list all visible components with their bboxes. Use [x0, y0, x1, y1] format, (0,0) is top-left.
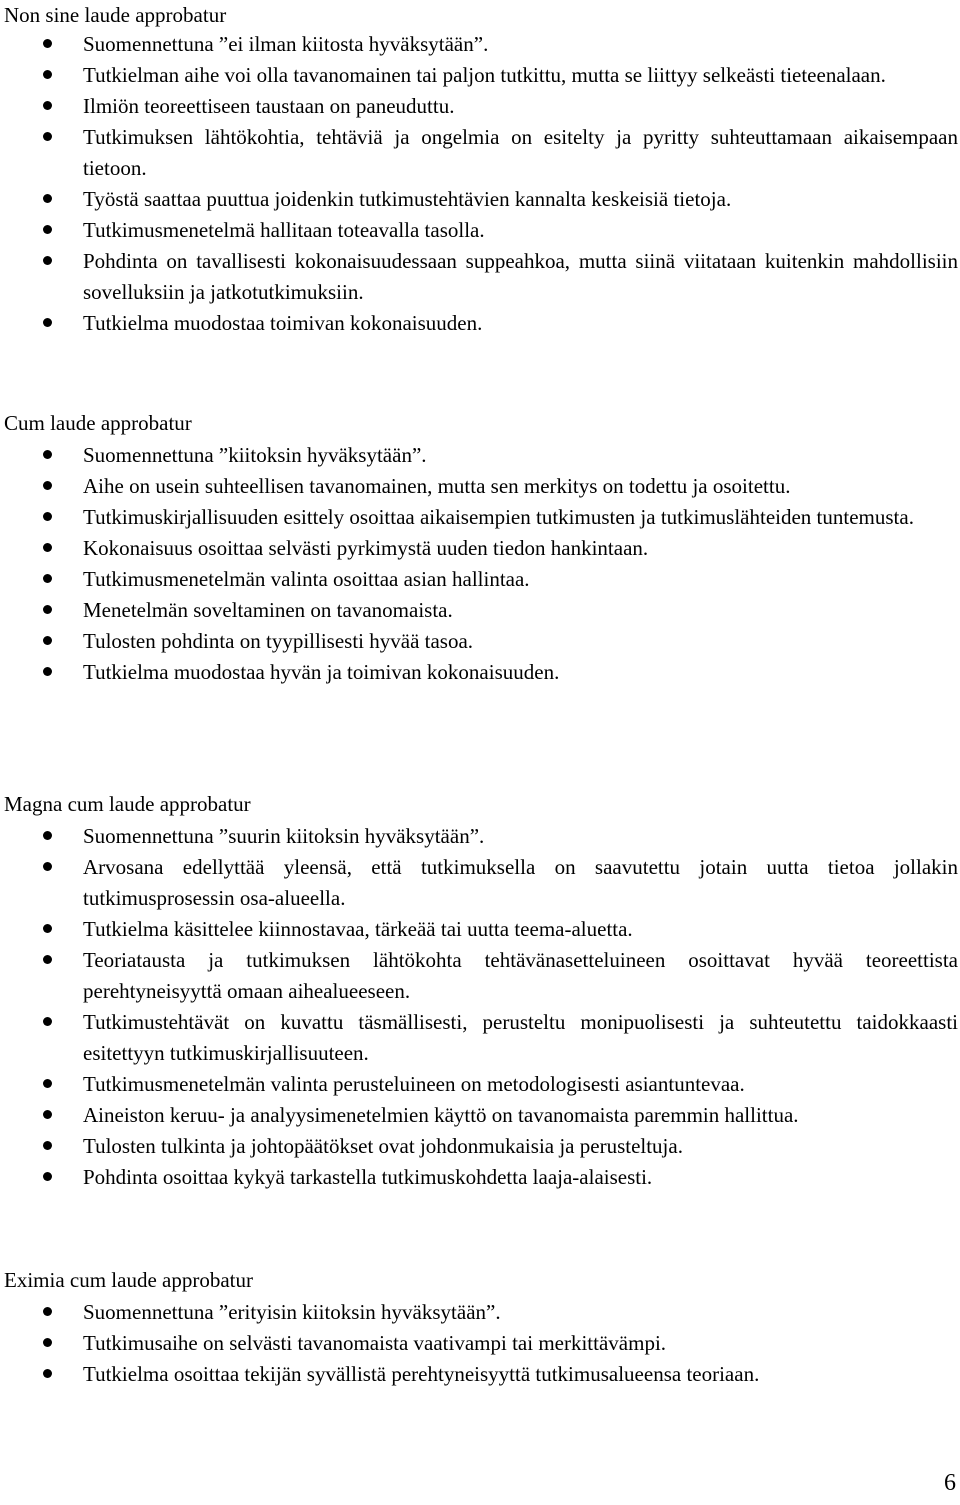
bullet-icon — [43, 1338, 52, 1347]
bullet-list — [0, 821, 960, 1193]
list-item: Kokonaisuus osoittaa selvästi pyrkimystä uuden tiedon hankintaan. — [0, 533, 960, 564]
section-heading: Non sine laude approbatur — [4, 3, 227, 27]
list-item: Tulosten pohdinta on tyypillisesti hyvää tasoa. — [0, 626, 960, 657]
list-item: Tutkimusmenetelmän valinta perusteluineen on metodologisesti asiantuntevaa. — [0, 1069, 960, 1100]
bullet-icon — [43, 1172, 52, 1181]
list-item: Teoriatausta ja tutkimuksen lähtökohta tehtävänasetteluineen osoittavat hyvää teoreettista perehtyneisyyttä omaan aihealueeseen. — [0, 945, 960, 1007]
list-item: Tutkimusaihe on selvästi tavanomaista vaativampi tai merkittävämpi. — [0, 1328, 960, 1359]
bullet-list — [0, 1297, 960, 1390]
list-item: Tutkielman aihe voi olla tavanomainen tai paljon tutkittu, mutta se liittyy selkeästi tieteenalaan. — [0, 60, 960, 91]
list-item: Tutkielma muodostaa hyvän ja toimivan kokonaisuuden. — [0, 657, 960, 688]
list-item: Pohdinta osoittaa kykyä tarkastella tutkimuskohdetta laaja-alaisesti. — [0, 1162, 960, 1193]
list-item: Suomennettuna ”erityisin kiitoksin hyväksytään”. — [0, 1297, 960, 1328]
bullet-icon — [43, 955, 52, 964]
bullet-icon — [43, 318, 52, 327]
bullet-icon — [43, 450, 52, 459]
list-item: Suomennettuna ”ei ilman kiitosta hyväksytään”. — [0, 29, 960, 60]
bullet-list — [0, 29, 960, 339]
bullet-icon — [43, 1369, 52, 1378]
list-item: Tutkimusmenetelmä hallitaan toteavalla tasolla. — [0, 215, 960, 246]
bullet-icon — [43, 667, 52, 676]
list-item: Tutkielma käsittelee kiinnostavaa, tärkeää tai uutta teema-aluetta. — [0, 914, 960, 945]
bullet-icon — [43, 1017, 52, 1026]
list-item: Työstä saattaa puuttua joidenkin tutkimustehtävien kannalta keskeisiä tietoja. — [0, 184, 960, 215]
list-item: Aihe on usein suhteellisen tavanomainen, mutta sen merkitys on todettu ja osoitettu. — [0, 471, 960, 502]
list-item: Suomennettuna ”kiitoksin hyväksytään”. — [0, 440, 960, 471]
list-item: Tutkimustehtävät on kuvattu täsmällisesti, perusteltu monipuolisesti ja suhteutettu taidokkaasti esitettyyn tutkimuskirjallisuuteen. — [0, 1007, 960, 1069]
list-item: Ilmiön teoreettiseen taustaan on paneuduttu. — [0, 91, 960, 122]
bullet-icon — [43, 132, 52, 141]
list-item: Pohdinta on tavallisesti kokonaisuudessaan suppeahkoa, mutta siinä viitataan kuitenkin mahdollisiin sovelluksiin ja jatkotutkimuksiin. — [0, 246, 960, 308]
bullet-list — [0, 440, 960, 688]
list-item: Tutkielma osoittaa tekijän syvällistä perehtyneisyyttä tutkimusalueensa teoriaan. — [0, 1359, 960, 1390]
bullet-icon — [43, 605, 52, 614]
bullet-icon — [43, 1079, 52, 1088]
bullet-icon — [43, 101, 52, 110]
bullet-icon — [43, 512, 52, 521]
list-item: Tutkimuskirjallisuuden esittely osoittaa aikaisempien tutkimusten ja tutkimuslähteiden tuntemusta. — [0, 502, 960, 533]
bullet-icon — [43, 256, 52, 265]
list-item: Tutkimuksen lähtökohtia, tehtäviä ja ongelmia on esitelty ja pyritty suhteuttamaan aikaisempaan tietoon. — [0, 122, 960, 184]
bullet-icon — [43, 1141, 52, 1150]
list-item: Tutkimusmenetelmän valinta osoittaa asian hallintaa. — [0, 564, 960, 595]
list-item: Menetelmän soveltaminen on tavanomaista. — [0, 595, 960, 626]
section-heading: Magna cum laude approbatur — [4, 792, 251, 816]
bullet-icon — [43, 831, 52, 840]
list-item: Tutkielma muodostaa toimivan kokonaisuuden. — [0, 308, 960, 339]
bullet-icon — [43, 194, 52, 203]
bullet-icon — [43, 1307, 52, 1316]
bullet-icon — [43, 39, 52, 48]
bullet-icon — [43, 1110, 52, 1119]
bullet-icon — [43, 862, 52, 871]
bullet-icon — [43, 574, 52, 583]
bullet-icon — [43, 636, 52, 645]
list-item: Aineiston keruu- ja analyysimenetelmien käyttö on tavanomaista paremmin hallittua. — [0, 1100, 960, 1131]
bullet-icon — [43, 70, 52, 79]
list-item: Tulosten tulkinta ja johtopäätökset ovat johdonmukaisia ja perusteltuja. — [0, 1131, 960, 1162]
section-heading: Cum laude approbatur — [4, 411, 192, 435]
list-item: Arvosana edellyttää yleensä, että tutkimuksella on saavutettu jotain uutta tietoa jollakin tutkimusprosessin osa-alueella. — [0, 852, 960, 914]
list-item: Suomennettuna ”suurin kiitoksin hyväksytään”. — [0, 821, 960, 852]
bullet-icon — [43, 481, 52, 490]
bullet-icon — [43, 543, 52, 552]
section-heading: Eximia cum laude approbatur — [4, 1268, 253, 1292]
bullet-icon — [43, 225, 52, 234]
bullet-icon — [43, 924, 52, 933]
page-number: 6 — [944, 1470, 956, 1496]
